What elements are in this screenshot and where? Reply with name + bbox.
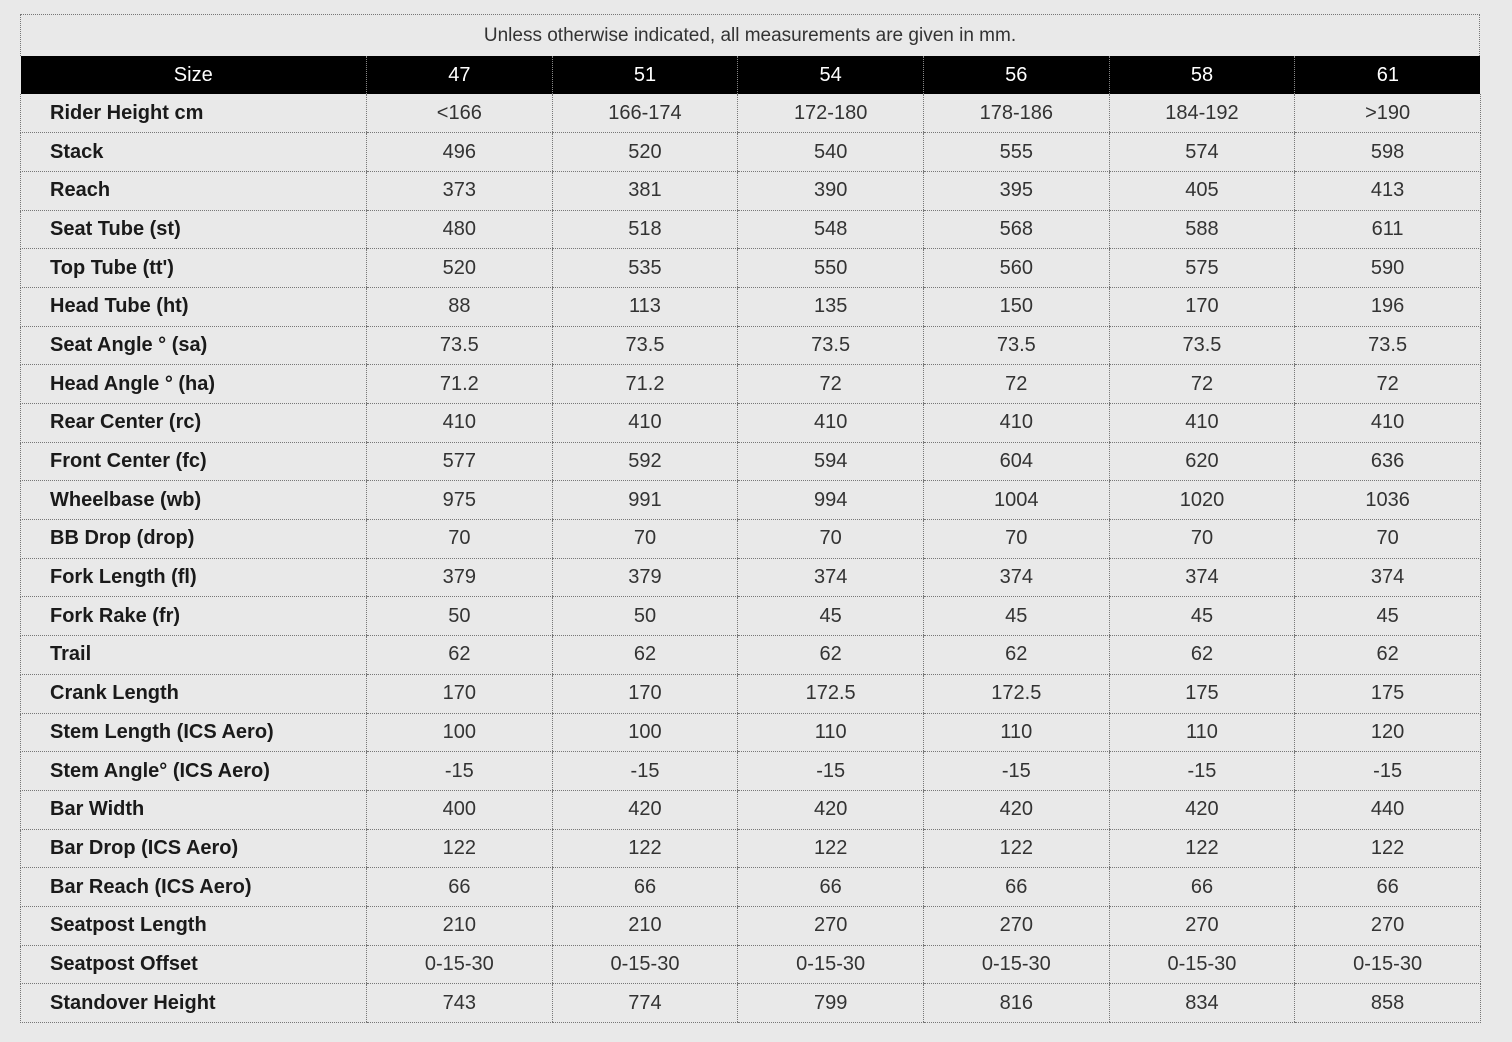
row-label: Stem Length (ICS Aero) — [21, 713, 367, 752]
table-cell: 594 — [738, 442, 924, 481]
table-cell: 73.5 — [367, 326, 553, 365]
table-cell: 555 — [923, 133, 1109, 172]
table-cell: 110 — [1109, 713, 1295, 752]
table-cell: 72 — [1109, 365, 1295, 404]
table-cell: 66 — [367, 868, 553, 907]
table-row — [21, 94, 1481, 133]
table-row — [21, 365, 1481, 404]
table-cell: 400 — [367, 790, 553, 829]
table-cell: 122 — [738, 829, 924, 868]
table-cell: 413 — [1295, 171, 1481, 210]
row-label: Stem Angle° (ICS Aero) — [21, 752, 367, 791]
table-row — [21, 790, 1481, 829]
table-cell: 73.5 — [552, 326, 738, 365]
table-cell: 50 — [552, 597, 738, 636]
row-label: Reach — [21, 171, 367, 210]
table-cell: 834 — [1109, 984, 1295, 1023]
table-cell: 45 — [1109, 597, 1295, 636]
table-cell: 45 — [738, 597, 924, 636]
measurement-note: Unless otherwise indicated, all measurements are given in mm. — [20, 14, 1480, 56]
row-label: Rider Height cm — [21, 94, 367, 133]
header-size-56: 56 — [923, 56, 1109, 94]
table-cell: 66 — [738, 868, 924, 907]
geometry-table — [20, 56, 1481, 1023]
header-size-51: 51 — [552, 56, 738, 94]
row-label: BB Drop (drop) — [21, 520, 367, 559]
table-cell: 535 — [552, 249, 738, 288]
table-cell: 122 — [552, 829, 738, 868]
table-cell: 70 — [552, 520, 738, 559]
header-size-54: 54 — [738, 56, 924, 94]
table-cell: 71.2 — [552, 365, 738, 404]
table-row — [21, 404, 1481, 443]
table-row — [21, 597, 1481, 636]
row-label: Rear Center (rc) — [21, 404, 367, 443]
table-cell: 170 — [367, 674, 553, 713]
table-cell: 166-174 — [552, 94, 738, 133]
table-cell: 743 — [367, 984, 553, 1023]
header-row — [21, 56, 1481, 94]
table-cell: 170 — [1109, 287, 1295, 326]
table-row — [21, 829, 1481, 868]
table-cell: 62 — [738, 636, 924, 675]
table-cell: 598 — [1295, 133, 1481, 172]
table-cell: 62 — [552, 636, 738, 675]
row-label: Bar Drop (ICS Aero) — [21, 829, 367, 868]
table-cell: 0-15-30 — [1109, 945, 1295, 984]
table-cell: 70 — [923, 520, 1109, 559]
table-cell: 374 — [1109, 558, 1295, 597]
table-cell: 405 — [1109, 171, 1295, 210]
table-row — [21, 636, 1481, 675]
table-cell: 520 — [552, 133, 738, 172]
table-cell: 73.5 — [1295, 326, 1481, 365]
table-cell: 410 — [552, 404, 738, 443]
table-cell: 66 — [1295, 868, 1481, 907]
geometry-sheet — [20, 14, 1480, 1023]
table-cell: >190 — [1295, 94, 1481, 133]
row-label: Head Tube (ht) — [21, 287, 367, 326]
table-cell: 620 — [1109, 442, 1295, 481]
table-cell: 122 — [1109, 829, 1295, 868]
table-cell: 270 — [738, 906, 924, 945]
table-cell: 135 — [738, 287, 924, 326]
table-cell: 574 — [1109, 133, 1295, 172]
table-row — [21, 442, 1481, 481]
table-cell: 172-180 — [738, 94, 924, 133]
table-cell: 1020 — [1109, 481, 1295, 520]
row-label: Fork Rake (fr) — [21, 597, 367, 636]
table-cell: 374 — [1295, 558, 1481, 597]
table-cell: 70 — [1109, 520, 1295, 559]
table-cell: 175 — [1295, 674, 1481, 713]
table-cell: 588 — [1109, 210, 1295, 249]
table-cell: 480 — [367, 210, 553, 249]
table-cell: 420 — [738, 790, 924, 829]
table-cell: 62 — [923, 636, 1109, 675]
table-cell: 150 — [923, 287, 1109, 326]
table-cell: 100 — [552, 713, 738, 752]
table-cell: 575 — [1109, 249, 1295, 288]
row-label: Seatpost Length — [21, 906, 367, 945]
table-cell: 45 — [1295, 597, 1481, 636]
table-row — [21, 171, 1481, 210]
row-label: Seatpost Offset — [21, 945, 367, 984]
table-cell: 420 — [552, 790, 738, 829]
table-cell: 270 — [923, 906, 1109, 945]
table-cell: 994 — [738, 481, 924, 520]
table-header — [21, 56, 1481, 94]
table-cell: 548 — [738, 210, 924, 249]
row-label: Standover Height — [21, 984, 367, 1023]
table-cell: 410 — [923, 404, 1109, 443]
table-cell: 184-192 — [1109, 94, 1295, 133]
table-cell: 799 — [738, 984, 924, 1023]
table-cell: 73.5 — [738, 326, 924, 365]
table-cell: 611 — [1295, 210, 1481, 249]
row-label: Seat Angle ° (sa) — [21, 326, 367, 365]
table-cell: 550 — [738, 249, 924, 288]
table-cell: 816 — [923, 984, 1109, 1023]
table-cell: <166 — [367, 94, 553, 133]
table-cell: 590 — [1295, 249, 1481, 288]
table-cell: 520 — [367, 249, 553, 288]
table-cell: 379 — [552, 558, 738, 597]
table-cell: 858 — [1295, 984, 1481, 1023]
table-cell: -15 — [738, 752, 924, 791]
table-cell: 113 — [552, 287, 738, 326]
table-cell: 88 — [367, 287, 553, 326]
table-cell: 210 — [367, 906, 553, 945]
table-cell: 374 — [738, 558, 924, 597]
table-cell: 1004 — [923, 481, 1109, 520]
table-cell: 568 — [923, 210, 1109, 249]
table-cell: 0-15-30 — [552, 945, 738, 984]
table-cell: 122 — [367, 829, 553, 868]
table-cell: 373 — [367, 171, 553, 210]
table-cell: 120 — [1295, 713, 1481, 752]
table-cell: 70 — [738, 520, 924, 559]
table-row — [21, 481, 1481, 520]
table-cell: 62 — [1109, 636, 1295, 675]
table-cell: 122 — [1295, 829, 1481, 868]
table-cell: -15 — [923, 752, 1109, 791]
table-cell: 73.5 — [923, 326, 1109, 365]
table-cell: 66 — [1109, 868, 1295, 907]
table-cell: 172.5 — [923, 674, 1109, 713]
table-cell: 0-15-30 — [1295, 945, 1481, 984]
header-size-47: 47 — [367, 56, 553, 94]
table-cell: 170 — [552, 674, 738, 713]
table-cell: 62 — [1295, 636, 1481, 675]
table-cell: 1036 — [1295, 481, 1481, 520]
table-cell: 62 — [367, 636, 553, 675]
table-cell: 410 — [1109, 404, 1295, 443]
table-cell: 270 — [1295, 906, 1481, 945]
header-size-label: Size — [173, 63, 213, 86]
row-label: Head Angle ° (ha) — [21, 365, 367, 404]
table-cell: 71.2 — [367, 365, 553, 404]
table-cell: 395 — [923, 171, 1109, 210]
table-row — [21, 868, 1481, 907]
row-label: Fork Length (fl) — [21, 558, 367, 597]
table-cell: 991 — [552, 481, 738, 520]
table-cell: -15 — [552, 752, 738, 791]
header-size-58: 58 — [1109, 56, 1295, 94]
table-cell: 577 — [367, 442, 553, 481]
table-row — [21, 752, 1481, 791]
table-row — [21, 945, 1481, 984]
row-label: Bar Width — [21, 790, 367, 829]
table-row — [21, 249, 1481, 288]
table-cell: 381 — [552, 171, 738, 210]
table-cell: 420 — [1109, 790, 1295, 829]
table-row — [21, 287, 1481, 326]
table-cell: 73.5 — [1109, 326, 1295, 365]
table-cell: 50 — [367, 597, 553, 636]
table-cell: 379 — [367, 558, 553, 597]
table-cell: 122 — [923, 829, 1109, 868]
table-cell: 560 — [923, 249, 1109, 288]
table-cell: 70 — [367, 520, 553, 559]
table-cell: -15 — [1295, 752, 1481, 791]
table-row — [21, 210, 1481, 249]
table-cell: 72 — [923, 365, 1109, 404]
row-label: Bar Reach (ICS Aero) — [21, 868, 367, 907]
table-row — [21, 133, 1481, 172]
table-cell: 440 — [1295, 790, 1481, 829]
table-cell: 540 — [738, 133, 924, 172]
table-cell: 172.5 — [738, 674, 924, 713]
table-cell: 420 — [923, 790, 1109, 829]
table-row — [21, 558, 1481, 597]
table-row — [21, 674, 1481, 713]
table-cell: 66 — [552, 868, 738, 907]
table-cell: 592 — [552, 442, 738, 481]
table-cell: 410 — [367, 404, 553, 443]
table-cell: 72 — [1295, 365, 1481, 404]
table-cell: 410 — [738, 404, 924, 443]
table-row — [21, 326, 1481, 365]
table-cell: 178-186 — [923, 94, 1109, 133]
table-cell: 390 — [738, 171, 924, 210]
table-cell: 45 — [923, 597, 1109, 636]
table-row — [21, 984, 1481, 1023]
table-row — [21, 906, 1481, 945]
table-cell: 374 — [923, 558, 1109, 597]
row-label: Trail — [21, 636, 367, 675]
table-cell: 110 — [923, 713, 1109, 752]
table-row — [21, 520, 1481, 559]
table-cell: 636 — [1295, 442, 1481, 481]
table-cell: 0-15-30 — [367, 945, 553, 984]
row-label: Top Tube (tt') — [21, 249, 367, 288]
table-cell: 210 — [552, 906, 738, 945]
table-cell: 110 — [738, 713, 924, 752]
table-body — [21, 94, 1481, 1023]
table-cell: 0-15-30 — [923, 945, 1109, 984]
table-cell: 66 — [923, 868, 1109, 907]
table-cell: -15 — [367, 752, 553, 791]
table-cell: 496 — [367, 133, 553, 172]
table-cell: 604 — [923, 442, 1109, 481]
row-label: Front Center (fc) — [21, 442, 367, 481]
table-cell: 410 — [1295, 404, 1481, 443]
table-cell: 100 — [367, 713, 553, 752]
table-cell: 975 — [367, 481, 553, 520]
table-cell: 270 — [1109, 906, 1295, 945]
row-label: Seat Tube (st) — [21, 210, 367, 249]
table-cell: 70 — [1295, 520, 1481, 559]
table-cell: 518 — [552, 210, 738, 249]
table-cell: 175 — [1109, 674, 1295, 713]
header-size-61: 61 — [1295, 56, 1481, 94]
table-cell: 72 — [738, 365, 924, 404]
table-cell: 196 — [1295, 287, 1481, 326]
row-label: Crank Length — [21, 674, 367, 713]
table-row — [21, 713, 1481, 752]
table-cell: 774 — [552, 984, 738, 1023]
table-cell: -15 — [1109, 752, 1295, 791]
table-cell: 0-15-30 — [738, 945, 924, 984]
row-label: Stack — [21, 133, 367, 172]
row-label: Wheelbase (wb) — [21, 481, 367, 520]
